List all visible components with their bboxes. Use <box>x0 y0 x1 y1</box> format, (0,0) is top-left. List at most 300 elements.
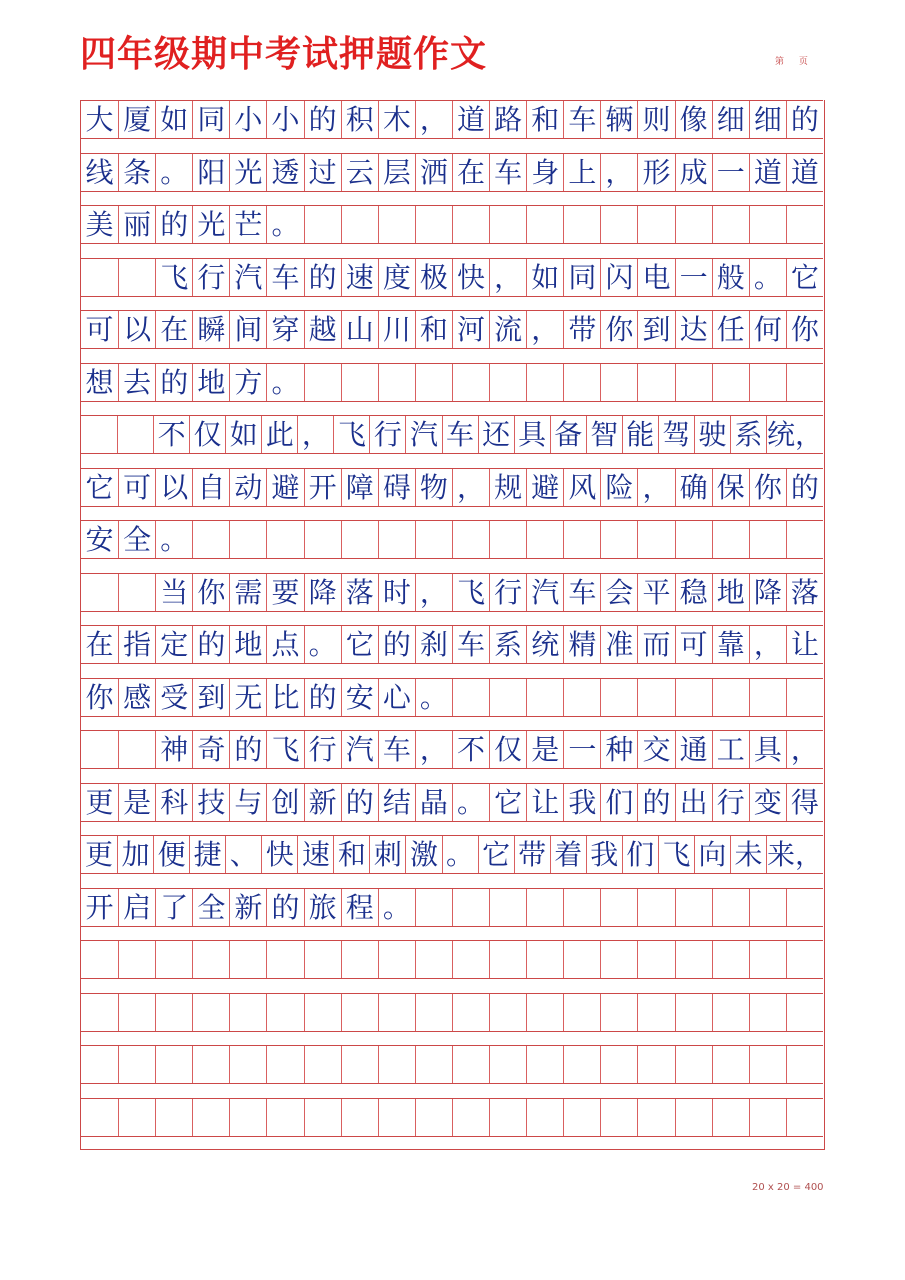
grid-cell: 靠 <box>712 626 749 663</box>
grid-cell: 度 <box>378 259 415 296</box>
grid-cell: 如 <box>155 101 192 138</box>
grid-cell: 点 <box>266 626 303 663</box>
grid-cell <box>341 941 378 978</box>
grid-cell: 细 <box>749 101 786 138</box>
grid-cell <box>378 994 415 1031</box>
grid-cell <box>637 1099 674 1136</box>
grid-cell <box>229 994 266 1031</box>
grid-cell: 。 <box>749 259 786 296</box>
grid-cell <box>415 1099 452 1136</box>
grid-cell: 汽 <box>229 259 266 296</box>
grid-cell <box>304 941 341 978</box>
grid-cell: 汽 <box>526 574 563 611</box>
grid-cell <box>600 994 637 1031</box>
grid-cell: 路 <box>489 101 526 138</box>
grid-cell: 结 <box>378 784 415 821</box>
grid-cell: 车 <box>563 101 600 138</box>
grid-cell: 物 <box>415 469 452 506</box>
grid-cell <box>415 206 452 243</box>
grid-cell: 可 <box>118 469 155 506</box>
grid-cell <box>378 206 415 243</box>
grid-cell: 行 <box>369 416 405 453</box>
grid-cell: 般 <box>712 259 749 296</box>
grid-cell: 驾 <box>658 416 694 453</box>
grid-cell: ， <box>526 311 563 348</box>
grid-cell <box>489 1099 526 1136</box>
grid-cell <box>749 364 786 401</box>
grid-cell: 去 <box>118 364 155 401</box>
grid-cell: 行 <box>712 784 749 821</box>
grid-cell: 飞 <box>333 416 369 453</box>
grid-cell: 驶 <box>694 416 730 453</box>
grid-cell <box>304 1046 341 1083</box>
grid-cell <box>118 994 155 1031</box>
grid-cell <box>81 574 118 611</box>
grid-row <box>81 205 823 244</box>
grid-cell <box>155 941 192 978</box>
grid-cell <box>600 889 637 926</box>
grid-cell <box>712 521 749 558</box>
grid-cell: 避 <box>266 469 303 506</box>
grid-cell <box>749 1099 786 1136</box>
grid-cell: 备 <box>550 416 586 453</box>
grid-cell: 刺 <box>369 836 405 873</box>
grid-cell <box>489 994 526 1031</box>
grid-cell: ， <box>786 731 823 768</box>
grid-cell <box>118 1099 155 1136</box>
grid-row <box>81 1098 823 1137</box>
grid-cell <box>563 1099 600 1136</box>
grid-cell: 们 <box>600 784 637 821</box>
grid-cell: 大 <box>85 103 114 136</box>
grid-cell: 技 <box>192 784 229 821</box>
grid-cell: 层 <box>378 154 415 191</box>
grid-cell <box>415 994 452 1031</box>
grid-cell: 车 <box>489 154 526 191</box>
grid-cell <box>712 679 749 716</box>
grid-cell: 带 <box>514 836 550 873</box>
grid-cell <box>600 1046 637 1083</box>
grid-cell: 创 <box>266 784 303 821</box>
grid-cell: 小 <box>266 101 303 138</box>
grid-cell: 出 <box>675 784 712 821</box>
grid-cell <box>712 889 749 926</box>
grid-cell: 车 <box>442 416 478 453</box>
grid-cell: 系 <box>489 626 526 663</box>
grid-cell: 地 <box>712 574 749 611</box>
grid-cell: 。 <box>266 206 303 243</box>
grid-cell <box>452 1046 489 1083</box>
grid-cell: 的 <box>304 101 341 138</box>
grid-cell: 更 <box>85 785 114 819</box>
grid-cell <box>526 994 563 1031</box>
grid-cell: 还 <box>478 416 514 453</box>
grid-cell: 光 <box>192 206 229 243</box>
grid-cell <box>118 941 155 978</box>
grid-cell: 精 <box>563 626 600 663</box>
grid-cell <box>563 1046 600 1083</box>
grid-cell <box>526 1099 563 1136</box>
grid-cell: 美 <box>85 208 114 241</box>
grid-cell: 比 <box>266 679 303 716</box>
grid-cell <box>600 521 637 558</box>
grid-cell: 飞 <box>452 574 489 611</box>
grid-cell: 仅 <box>489 731 526 768</box>
grid-cell: 动 <box>229 469 266 506</box>
grid-cell: 降 <box>749 574 786 611</box>
grid-cell: 瞬 <box>192 311 229 348</box>
grid-cell <box>749 521 786 558</box>
grid-cell: 当 <box>155 574 192 611</box>
grid-row <box>81 678 823 717</box>
grid-cell: 工 <box>712 731 749 768</box>
grid-cell: 云 <box>341 154 378 191</box>
grid-cell: 。 <box>452 784 489 821</box>
grid-cell: 保 <box>712 469 749 506</box>
grid-cell: 道 <box>749 154 786 191</box>
grid-cell <box>637 679 674 716</box>
grid-cell: 。 <box>155 521 192 558</box>
grid-cell <box>378 364 415 401</box>
grid-cell: ， <box>297 416 333 453</box>
grid-cell <box>712 1046 749 1083</box>
grid-cell <box>637 941 674 978</box>
grid-cell: 落 <box>786 574 823 611</box>
grid-cell: 飞 <box>266 731 303 768</box>
grid-cell: 山 <box>341 311 378 348</box>
grid-cell: 它 <box>489 784 526 821</box>
grid-cell: 方 <box>229 364 266 401</box>
grid-cell <box>452 206 489 243</box>
grid-cell: 不 <box>153 416 189 453</box>
grid-cell: 行 <box>489 574 526 611</box>
grid-cell: 则 <box>637 101 674 138</box>
grid-cell: 得 <box>786 784 823 821</box>
grid-cell <box>675 679 712 716</box>
grid-cell: 流 <box>489 311 526 348</box>
grid-cell <box>452 941 489 978</box>
grid-cell <box>118 259 155 296</box>
grid-cell: 全 <box>118 521 155 558</box>
grid-cell: 通 <box>675 731 712 768</box>
grid-cell <box>192 941 229 978</box>
grid-cell: 的 <box>786 469 823 506</box>
grid-cell: 着 <box>550 836 586 873</box>
grid-cell: 的 <box>637 784 674 821</box>
grid-cell: 具 <box>514 416 550 453</box>
grid-cell <box>637 364 674 401</box>
grid-cell: 。 <box>415 679 452 716</box>
grid-row <box>81 468 823 507</box>
grid-cell: 洒 <box>415 154 452 191</box>
grid-cell: 芒 <box>229 206 266 243</box>
grid-cell <box>786 889 823 926</box>
grid-cell: 心 <box>378 679 415 716</box>
grid-cell: 了 <box>155 889 192 926</box>
grid-cell <box>563 941 600 978</box>
grid-cell <box>600 941 637 978</box>
grid-cell: 辆 <box>600 101 637 138</box>
grid-cell: 穿 <box>266 311 303 348</box>
grid-cell <box>600 364 637 401</box>
grid-cell: 你 <box>786 311 823 348</box>
grid-cell <box>489 206 526 243</box>
grid-cell <box>118 574 155 611</box>
grid-cell <box>489 889 526 926</box>
grid-cell: 极 <box>415 259 452 296</box>
grid-cell <box>304 206 341 243</box>
grid-cell <box>600 679 637 716</box>
grid-row <box>81 258 823 297</box>
grid-cell <box>675 1099 712 1136</box>
grid-cell: 科 <box>155 784 192 821</box>
grid-cell: ， <box>749 626 786 663</box>
grid-cell: 平 <box>637 574 674 611</box>
grid-cell: 统 <box>526 626 563 663</box>
grid-cell: 碍 <box>378 469 415 506</box>
grid-cell <box>155 994 192 1031</box>
grid-cell <box>452 1099 489 1136</box>
grid-cell: 。 <box>378 889 415 926</box>
grid-cell: 速 <box>297 836 333 873</box>
grid-cell <box>266 1046 303 1083</box>
grid-cell: 我 <box>563 784 600 821</box>
grid-cell: 。 <box>304 626 341 663</box>
grid-cell <box>192 1099 229 1136</box>
grid-cell: 身 <box>526 154 563 191</box>
grid-cell <box>155 1099 192 1136</box>
grid-cell <box>192 1046 229 1083</box>
grid-cell: 感 <box>118 679 155 716</box>
grid-cell <box>526 364 563 401</box>
grid-cell <box>749 941 786 978</box>
grid-cell <box>675 994 712 1031</box>
grid-cell: 新 <box>229 889 266 926</box>
grid-cell <box>786 206 823 243</box>
grid-cell <box>489 941 526 978</box>
grid-cell: 会 <box>600 574 637 611</box>
grid-cell: 像 <box>675 101 712 138</box>
grid-cell: 智 <box>586 416 622 453</box>
grid-cell: 一 <box>712 154 749 191</box>
grid-cell <box>452 889 489 926</box>
grid-cell: 加 <box>117 836 153 873</box>
grid-cell: 的 <box>155 364 192 401</box>
grid-cell: 它 <box>85 470 114 504</box>
grid-cell <box>712 994 749 1031</box>
grid-cell <box>266 1099 303 1136</box>
grid-cell: 安 <box>341 679 378 716</box>
grid-cell: 的 <box>229 731 266 768</box>
grid-cell: 。 <box>442 836 478 873</box>
grid-cell <box>526 941 563 978</box>
grid-cell: 车 <box>452 626 489 663</box>
grid-cell <box>526 679 563 716</box>
grid-cell <box>749 994 786 1031</box>
grid-cell: 它 <box>786 259 823 296</box>
grid-cell: 降 <box>304 574 341 611</box>
grid-cell: 间 <box>229 311 266 348</box>
grid-cell: 是 <box>526 731 563 768</box>
grid-cell: 任 <box>712 311 749 348</box>
grid-cell <box>786 521 823 558</box>
grid-cell <box>563 364 600 401</box>
grid-cell <box>378 1099 415 1136</box>
grid-cell: 受 <box>155 679 192 716</box>
composition-grid <box>80 100 825 1150</box>
grid-cell <box>341 1099 378 1136</box>
grid-cell <box>81 1046 118 1083</box>
grid-cell <box>304 994 341 1031</box>
grid-cell <box>452 679 489 716</box>
grid-cell: 准 <box>600 626 637 663</box>
grid-cell: 速 <box>341 259 378 296</box>
grid-cell: 奇 <box>192 731 229 768</box>
grid-cell <box>563 994 600 1031</box>
grid-cell <box>452 521 489 558</box>
grid-cell <box>749 679 786 716</box>
grid-cell <box>118 1046 155 1083</box>
grid-cell: 如 <box>526 259 563 296</box>
grid-cell <box>192 521 229 558</box>
grid-cell <box>637 1046 674 1083</box>
grid-cell: 与 <box>229 784 266 821</box>
grid-cell <box>749 1046 786 1083</box>
grid-cell: 。 <box>266 364 303 401</box>
grid-cell <box>341 1046 378 1083</box>
grid-cell: 全 <box>192 889 229 926</box>
grid-row <box>81 835 823 874</box>
grid-cell: 激 <box>405 836 441 873</box>
grid-cell <box>415 1046 452 1083</box>
grid-cell: 险 <box>600 469 637 506</box>
grid-cell: 和 <box>526 101 563 138</box>
grid-cell: 闪 <box>600 259 637 296</box>
grid-cell: 的 <box>192 626 229 663</box>
grid-cell <box>563 206 600 243</box>
grid-cell: ， <box>600 154 637 191</box>
grid-cell <box>675 206 712 243</box>
grid-cell: 木 <box>378 101 415 138</box>
grid-cell <box>266 994 303 1031</box>
grid-cell: 道 <box>786 154 823 191</box>
grid-row <box>81 940 823 979</box>
grid-cell <box>229 941 266 978</box>
grid-cell <box>786 941 823 978</box>
grid-cell: 此 <box>261 416 297 453</box>
grid-cell: 细 <box>712 101 749 138</box>
grid-cell: 它 <box>478 836 514 873</box>
grid-cell <box>675 364 712 401</box>
grid-cell: ， <box>415 101 452 138</box>
grid-cell: 刹 <box>415 626 452 663</box>
grid-cell <box>563 521 600 558</box>
grid-cell: 风 <box>563 469 600 506</box>
grid-cell: 汽 <box>405 416 441 453</box>
grid-cell: 自 <box>192 469 229 506</box>
grid-cell <box>192 994 229 1031</box>
grid-cell: 如 <box>225 416 261 453</box>
page-title: 四年级期中考试押题作文 <box>80 33 488 75</box>
grid-cell <box>266 941 303 978</box>
grid-cell: 能 <box>622 416 658 453</box>
grid-cell <box>415 521 452 558</box>
grid-cell <box>786 364 823 401</box>
grid-cell: 的 <box>266 889 303 926</box>
grid-cell: 一 <box>563 731 600 768</box>
grid-cell <box>712 206 749 243</box>
grid-cell: 过 <box>304 154 341 191</box>
grid-cell <box>749 889 786 926</box>
grid-cell: 以 <box>118 311 155 348</box>
grid-cell: 你 <box>600 311 637 348</box>
grid-cell: 可 <box>675 626 712 663</box>
grid-cell <box>81 259 118 296</box>
grid-cell: 何 <box>749 311 786 348</box>
page-number-label: 第 页 <box>775 57 814 67</box>
grid-size-label: 20 x 20 = 400 <box>752 1182 824 1193</box>
grid-cell: 无 <box>229 679 266 716</box>
grid-cell: 线 <box>85 155 114 189</box>
grid-cell: 在 <box>155 311 192 348</box>
grid-row <box>81 100 823 139</box>
grid-cell: 到 <box>637 311 674 348</box>
grid-cell: 光 <box>229 154 266 191</box>
grid-row <box>81 783 823 822</box>
grid-cell <box>637 994 674 1031</box>
grid-cell <box>786 679 823 716</box>
grid-cell <box>637 206 674 243</box>
grid-cell <box>378 941 415 978</box>
grid-cell <box>675 889 712 926</box>
grid-row <box>81 310 823 349</box>
grid-cell <box>637 521 674 558</box>
grid-cell: 同 <box>563 259 600 296</box>
grid-cell: 的 <box>304 679 341 716</box>
grid-cell: 仅 <box>189 416 225 453</box>
grid-cell: 车 <box>266 259 303 296</box>
grid-row <box>81 363 823 402</box>
grid-cell: 更 <box>85 838 114 871</box>
grid-cell: 晶 <box>415 784 452 821</box>
grid-row <box>81 993 823 1032</box>
grid-row <box>81 888 823 927</box>
grid-cell: 你 <box>85 680 114 714</box>
grid-cell: 和 <box>333 836 369 873</box>
grid-cell: 的 <box>304 259 341 296</box>
grid-cell <box>675 521 712 558</box>
grid-cell <box>786 1099 823 1136</box>
grid-cell <box>378 521 415 558</box>
grid-cell: 避 <box>526 469 563 506</box>
grid-cell <box>118 731 155 768</box>
grid-cell: 安 <box>85 523 114 556</box>
grid-cell: 旅 <box>304 889 341 926</box>
grid-cell: 程 <box>341 889 378 926</box>
grid-cell: 汽 <box>341 731 378 768</box>
grid-cell: 在 <box>85 628 114 661</box>
grid-cell <box>341 206 378 243</box>
grid-cell: 来， <box>766 838 823 871</box>
grid-cell: 让 <box>786 626 823 663</box>
grid-cell: 时 <box>378 574 415 611</box>
grid-cell: 飞 <box>658 836 694 873</box>
grid-cell: 们 <box>622 836 658 873</box>
grid-row <box>81 573 823 612</box>
grid-cell: 新 <box>304 784 341 821</box>
grid-cell <box>712 941 749 978</box>
grid-cell <box>341 364 378 401</box>
